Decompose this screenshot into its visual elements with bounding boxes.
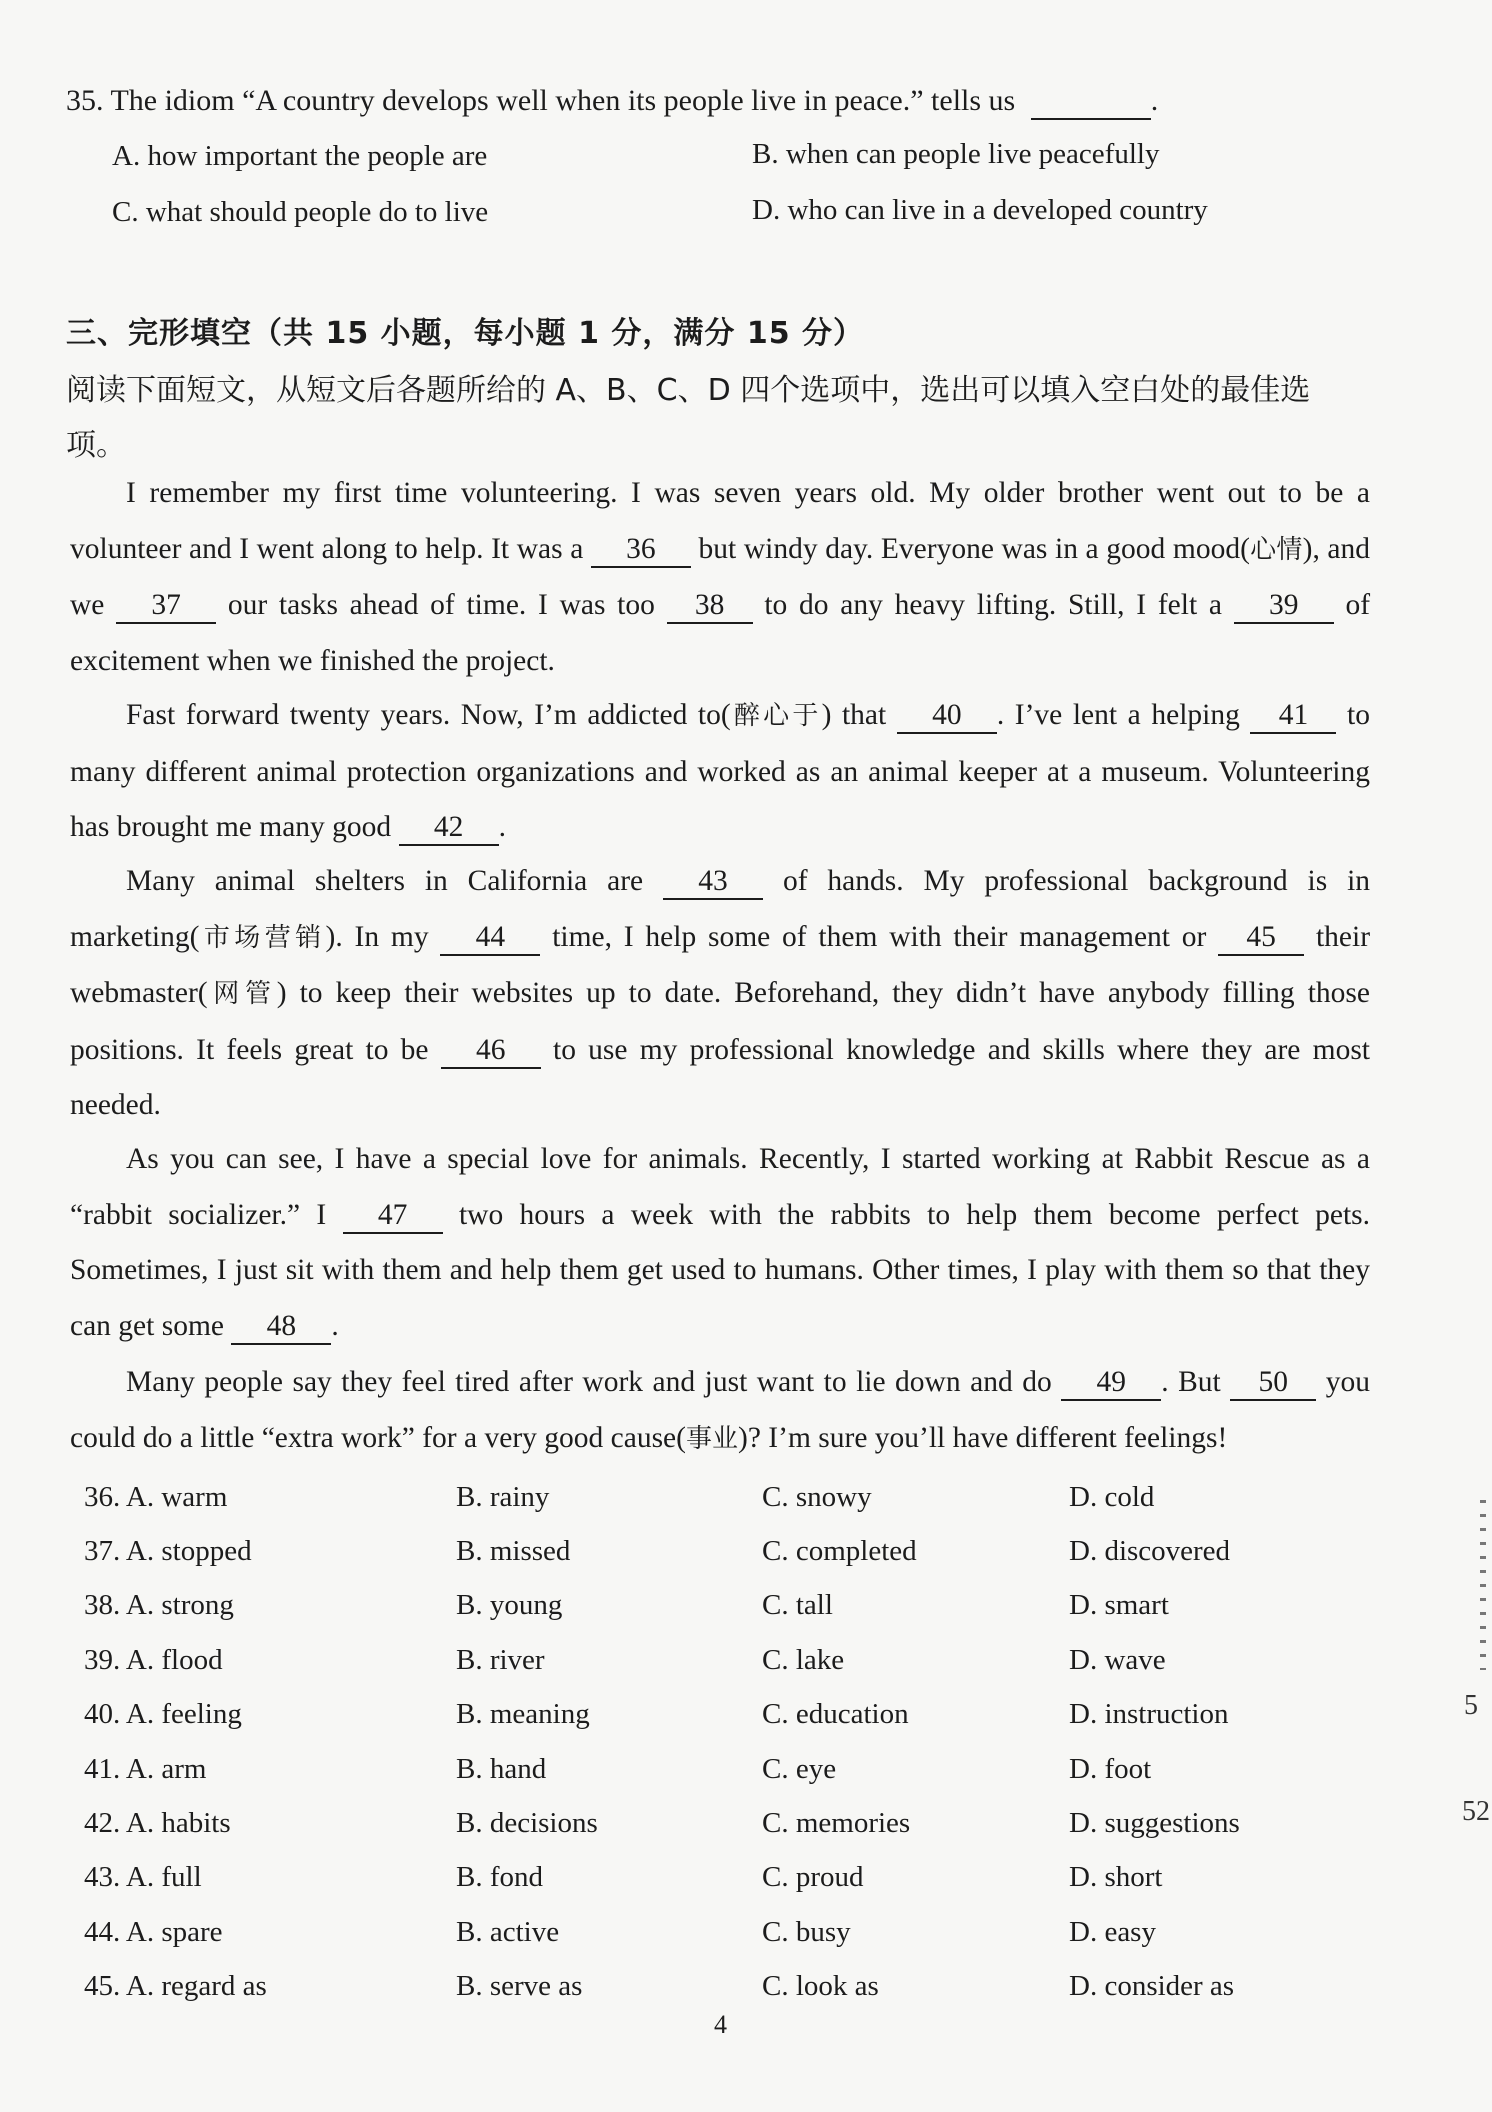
choice-option-b	[456, 1753, 762, 1786]
choice-number: 39.	[84, 1643, 121, 1676]
blank-46: 46	[441, 1033, 541, 1069]
choice-option-a	[84, 1916, 456, 1949]
choice-text: D. instruction	[1069, 1698, 1229, 1731]
choice-option-c	[762, 1916, 1069, 1949]
choice-number: 45.	[84, 1970, 121, 2003]
choice-text: C. tall	[762, 1589, 833, 1622]
choice-number: 44.	[84, 1915, 121, 1948]
choice-option-d	[1069, 1698, 1229, 1731]
choice-text: D. consider as	[1069, 1970, 1235, 2003]
margin-mark-1: 5	[1464, 1690, 1478, 1721]
blank-48: 48	[231, 1309, 331, 1345]
choice-text: C. memories	[762, 1807, 911, 1840]
section-instruction-line2: 项。	[66, 428, 126, 463]
choice-option-c	[762, 1535, 1069, 1568]
choice-option-d	[1069, 1644, 1166, 1677]
choices-list	[84, 1470, 1284, 2014]
choice-text: A. feeling	[125, 1698, 242, 1731]
section-instruction-line1: 阅读下面短文，从短文后各题所给的 A、B、C、D 四个选项中，选出可以填入空白处的最佳选	[66, 373, 1311, 408]
choice-text: B. active	[456, 1915, 560, 1948]
choice-text: B. hand	[456, 1752, 547, 1785]
question-35-text: 35. The idiom “A country develops well when its people live in peace.” tells us	[66, 84, 1016, 117]
choice-text: C. education	[762, 1698, 909, 1731]
choice-text: A. regard as	[125, 1970, 267, 2003]
choice-text: A. stopped	[125, 1535, 252, 1568]
question-35-option-a: A. how important the people are	[112, 140, 488, 172]
page-number: 4	[714, 2010, 727, 2039]
choice-row	[84, 1579, 1284, 1633]
blank-36: 36	[591, 532, 691, 568]
choice-row	[84, 1742, 1284, 1796]
choice-row	[84, 1796, 1284, 1850]
choice-text: A. strong	[125, 1589, 234, 1622]
choice-row	[84, 1633, 1284, 1687]
blank-47: 47	[343, 1198, 443, 1234]
section-title: 三、完形填空（共 15 小题，每小题 1 分，满分 15 分）	[66, 316, 865, 351]
choice-text: D. short	[1069, 1861, 1163, 1894]
choice-option-c	[762, 1589, 1069, 1622]
choice-option-a	[84, 1970, 456, 2003]
choice-text: D. discovered	[1069, 1535, 1231, 1568]
blank-39: 39	[1234, 588, 1334, 624]
choice-text: D. smart	[1069, 1589, 1169, 1622]
choice-text: B. missed	[456, 1535, 571, 1568]
question-35-stem	[66, 84, 1158, 120]
question-35-option-d: D. who can live in a developed country	[752, 194, 1208, 226]
choice-option-b	[456, 1861, 762, 1894]
choice-text: D. suggestions	[1069, 1807, 1240, 1840]
choice-text: C. eye	[762, 1752, 837, 1785]
choice-option-b	[456, 1589, 762, 1622]
choice-option-c	[762, 1753, 1069, 1786]
margin-dotted-line	[1480, 1500, 1486, 1670]
choice-text: C. proud	[762, 1861, 864, 1894]
choice-text: A. full	[125, 1861, 202, 1894]
blank-42: 42	[399, 810, 499, 846]
choice-option-b	[456, 1807, 762, 1840]
choice-text: D. cold	[1069, 1480, 1155, 1513]
choice-text: B. rainy	[456, 1480, 550, 1513]
choice-text: C. look as	[762, 1970, 879, 2003]
choice-text: A. habits	[125, 1807, 231, 1840]
blank-38: 38	[667, 588, 753, 624]
choice-option-c	[762, 1698, 1069, 1731]
choice-option-a	[84, 1481, 456, 1514]
choice-option-d	[1069, 1861, 1162, 1894]
choice-row	[84, 1851, 1284, 1905]
choice-text: B. decisions	[456, 1807, 598, 1840]
choice-text: A. warm	[125, 1480, 228, 1513]
blank-41: 41	[1250, 698, 1336, 734]
choice-text: B. serve as	[456, 1970, 583, 2003]
choice-row	[84, 1470, 1284, 1524]
choice-number: 43.	[84, 1861, 121, 1894]
passage-paragraph-5: Many people say they feel tired after work and just want to lie down and do 49 . But 50 you could do a little “extra work” for a very good cause(事业)? I’m sure you’ll have different feelings!	[70, 1366, 1371, 1454]
blank-45: 45	[1218, 920, 1304, 956]
blank-43: 43	[663, 864, 763, 900]
choice-text: B. young	[456, 1589, 563, 1622]
choice-option-d	[1069, 1807, 1240, 1840]
choice-text: D. easy	[1069, 1915, 1156, 1948]
blank-49: 49	[1061, 1365, 1161, 1401]
question-35-end: .	[1150, 84, 1159, 117]
choice-number: 40.	[84, 1698, 121, 1731]
choice-option-d	[1069, 1970, 1234, 2003]
choice-option-d	[1069, 1535, 1230, 1568]
choice-option-c	[762, 1861, 1069, 1894]
question-35-blank	[1031, 84, 1151, 120]
choice-option-a	[84, 1644, 456, 1677]
choice-number: 42.	[84, 1807, 121, 1840]
passage-paragraph-2: Fast forward twenty years. Now, I’m addicted to(醉心于) that 40 . I’ve lent a helping 41 to many different animal protection organizations and worked as an animal keeper at a museum. Volunteering has brought me many good 42 .	[70, 688, 1370, 856]
choice-option-b	[456, 1698, 762, 1731]
choice-text: C. snowy	[762, 1480, 872, 1513]
choice-row	[84, 1524, 1284, 1578]
choice-text: A. arm	[125, 1752, 207, 1785]
choice-text: D. wave	[1069, 1643, 1166, 1676]
choice-text: B. fond	[456, 1861, 543, 1894]
blank-37: 37	[116, 588, 216, 624]
question-35-option-c: C. what should people do to live	[112, 196, 489, 228]
blank-44: 44	[440, 920, 540, 956]
choice-option-a	[84, 1698, 456, 1731]
choice-option-b	[456, 1481, 762, 1514]
choice-text: A. spare	[125, 1915, 223, 1948]
choice-option-a	[84, 1861, 456, 1894]
choice-option-a	[84, 1807, 456, 1840]
passage-paragraph-3: Many animal shelters in California are 43 of hands. My professional background is in marketing(市场营销). In my 44 time, I help some of them with their management or 45 their webmaster(网管) to keep their websites up to date. Beforehand, they didn’t have anybody filling those positions. It feels great to be 46 to use my professional knowledge and skills where they are most needed.	[70, 865, 1371, 1121]
choice-row	[84, 1905, 1284, 1959]
choice-text: C. completed	[762, 1535, 917, 1568]
blank-40: 40	[897, 698, 997, 734]
choice-option-c	[762, 1807, 1069, 1840]
choice-option-d	[1069, 1589, 1169, 1622]
choice-row	[84, 1688, 1284, 1742]
choice-number: 38.	[84, 1589, 121, 1622]
passage-paragraph-4: As you can see, I have a special love for animals. Recently, I started working at Rabbit Rescue as a “rabbit socializer.” I 47 two hours a week with the rabbits to help them become perfect pets. Sometimes, I just sit with them and help them get used to humans. Other times, I play with them so that they can get some 48 .	[70, 1132, 1370, 1354]
choice-text: C. lake	[762, 1643, 845, 1676]
choice-option-d	[1069, 1916, 1156, 1949]
choice-row	[84, 1960, 1284, 2014]
choice-text: C. busy	[762, 1915, 851, 1948]
passage-paragraph-1: I remember my first time volunteering. I was seven years old. My older brother went out to be a volunteer and I went along to help. It was a 36 but windy day. Everyone was in a good mood(心情), and we 37 our tasks ahead of time. I was too 38 to do any heavy lifting. Still, I felt a 39 of excitement when we finished the project.	[70, 477, 1371, 677]
choice-text: D. foot	[1069, 1752, 1152, 1785]
blank-50: 50	[1230, 1365, 1316, 1401]
choice-option-b	[456, 1970, 762, 2003]
choice-option-a	[84, 1589, 456, 1622]
choice-option-b	[456, 1916, 762, 1949]
choice-number: 37.	[84, 1535, 121, 1568]
choice-text: A. flood	[125, 1643, 223, 1676]
choice-option-c	[762, 1644, 1069, 1677]
choice-option-d	[1069, 1481, 1154, 1514]
margin-mark-2: 52	[1462, 1796, 1490, 1827]
choice-option-c	[762, 1481, 1069, 1514]
choice-option-c	[762, 1970, 1069, 2003]
choice-number: 36.	[84, 1480, 121, 1513]
choice-option-a	[84, 1535, 456, 1568]
question-35-option-b: B. when can people live peacefully	[752, 138, 1160, 170]
choice-text: B. meaning	[456, 1698, 590, 1731]
choice-option-b	[456, 1644, 762, 1677]
choice-option-b	[456, 1535, 762, 1568]
choice-option-a	[84, 1753, 456, 1786]
choice-number: 41.	[84, 1752, 121, 1785]
choice-text: B. river	[456, 1643, 545, 1676]
choice-option-d	[1069, 1753, 1151, 1786]
